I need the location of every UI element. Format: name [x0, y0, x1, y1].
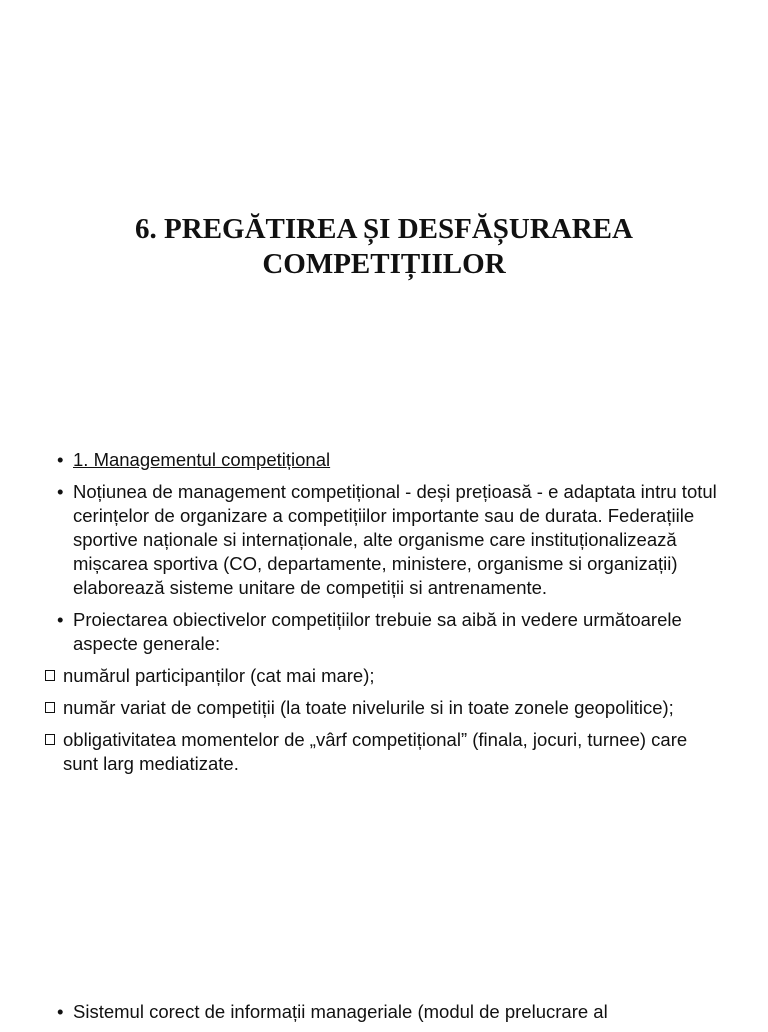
list-item — [57, 1000, 737, 1024]
page-title — [0, 212, 768, 282]
list-item — [57, 608, 717, 656]
checklist-item — [45, 728, 717, 776]
paragraph-text: Proiectarea obiectivelor competițiilor trebuie sa aibă in vedere următoarele aspecte generale: — [73, 609, 682, 654]
checklist-text: obligativitatea momentelor de „vârf competițional” (finala, jocuri, turnee) care sunt larg mediatizate. — [63, 729, 688, 774]
checkbox-square-icon — [45, 734, 55, 745]
title-line-1: 6. PREGĂTIREA ȘI DESFĂȘURAREA — [135, 213, 633, 245]
title-line-2: COMPETIȚIILOR — [262, 248, 506, 280]
list-item-heading — [57, 448, 717, 472]
paragraph-text: Noțiunea de management competițional - deși prețioasă - e adaptata intru totul cerințelor de organizare a competițiilor importante sau de durata. Federațiile sportive naționale si internaționale, alte organisme care instituționalizează mișcarea sportiva (CO, departamente, ministere, organisme si organizații) elaborează sisteme unitare de competiții si antrenamente. — [73, 481, 717, 598]
bullet-icon: • — [57, 449, 64, 470]
content-body — [57, 448, 717, 784]
checkbox-square-icon — [45, 702, 55, 713]
list-item — [57, 480, 717, 600]
section-heading: 1. Managementul competițional — [73, 449, 331, 470]
bullet-icon: • — [57, 1001, 64, 1022]
bullet-icon: • — [57, 609, 64, 630]
checklist-item — [45, 696, 717, 720]
paragraph-text: Sistemul corect de informații manageriale (modul de prelucrare al — [73, 1001, 608, 1022]
checklist-text: numărul participanților (cat mai mare); — [63, 665, 375, 686]
bullet-icon: • — [57, 481, 64, 502]
checkbox-square-icon — [45, 670, 55, 681]
checklist-text: număr variat de competiții (la toate nivelurile si in toate zonele geopolitice); — [63, 697, 674, 718]
next-slide-fragment — [57, 1000, 737, 1032]
checklist-item — [45, 664, 717, 688]
